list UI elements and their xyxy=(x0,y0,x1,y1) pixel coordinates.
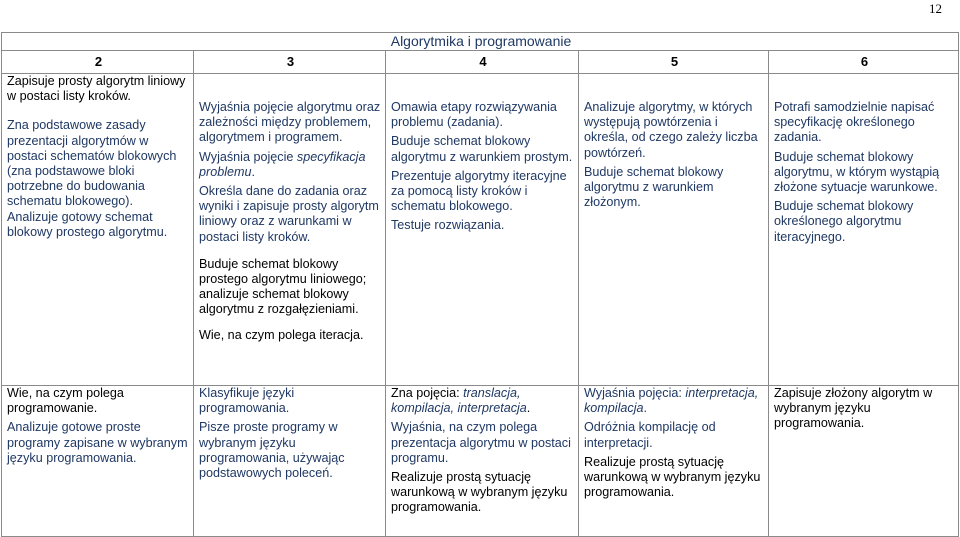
requirement: Zapisuje złożony algorytm w wybranym języku programowania. xyxy=(774,386,933,431)
grade-header-2: 2 xyxy=(2,51,194,74)
cell-grade-3-programming xyxy=(194,386,386,537)
requirement: Prezentuje algorytmy iteracyjne za pomocą listy kroków i schematu blokowego. xyxy=(391,168,567,214)
cell-grade-2-algorithms xyxy=(2,74,194,386)
requirement: Potrafi samodzielnie napisać specyfikację określonego zadania. xyxy=(774,100,935,145)
requirement: Zna podstawowe zasady prezentacji algorytmów w postaci schematów blokowych (zna podstawowe bloki potrzebne do budowania schematu blokowego). xyxy=(7,118,177,209)
requirement: Zapisuje prosty algorytm liniowy w postaci listy kroków. xyxy=(7,74,186,104)
requirement: Omawia etapy rozwiązywania problemu (zadania). xyxy=(391,100,557,130)
requirement: Analizuje gotowy schemat blokowy prostego algorytmu. xyxy=(7,209,168,239)
grade-header-5: 5 xyxy=(579,51,769,74)
requirement: Wie, na czym polega iteracja. xyxy=(199,327,364,342)
page-number: 12 xyxy=(929,1,942,16)
requirement: Analizuje gotowe proste programy zapisane w wybranym języku programowania. xyxy=(7,420,188,465)
requirement: Zna pojęcia: translacja, kompilacja, interpretacja. xyxy=(391,386,531,416)
cell-grade-4-programming xyxy=(386,386,579,537)
programming-row xyxy=(2,386,959,537)
grade-header-6: 6 xyxy=(769,51,959,74)
cell-grade-5-algorithms xyxy=(579,74,769,386)
requirement: Buduje schemat blokowy algorytmu z warunkiem prostym. xyxy=(391,134,573,164)
grade-header-row xyxy=(2,51,959,74)
requirement: Pisze proste programy w wybranym języku programowania, używając podstawowych poleceń. xyxy=(199,420,345,481)
requirements-table xyxy=(1,32,959,537)
requirement: Buduje schemat blokowy algorytmu z warunkiem złożonym. xyxy=(584,164,724,210)
cell-grade-3-algorithms xyxy=(194,74,386,386)
requirement: Odróżnia kompilację od interpretacji. xyxy=(584,420,716,450)
requirement: Wyjaśnia pojęcie algorytmu oraz zależności między problemem, algorytmem i programem. xyxy=(199,100,381,145)
grade-header-4: 4 xyxy=(386,51,579,74)
requirement: Klasyfikuje języki programowania. xyxy=(199,386,295,416)
requirement: Testuje rozwiązania. xyxy=(391,218,505,233)
requirement: Analizuje algorytmy, w których występują powtórzenia i określa, od czego zależy liczba powtórzeń. xyxy=(584,100,758,160)
section-title-row xyxy=(2,33,959,51)
requirement: Buduje schemat blokowy algorytmu, w którym wystąpią złożone sytuacje warunkowe. xyxy=(774,149,940,195)
requirement: Wyjaśnia pojęcia: interpretacja, kompilacja. xyxy=(584,386,759,416)
requirement: Buduje schemat blokowy określonego algorytmu iteracyjnego. xyxy=(774,199,914,244)
requirement: Określa dane do zadania oraz wyniki i zapisuje prosty algorytm liniowy oraz z warunkami w postaci listy kroków. xyxy=(199,184,379,244)
cell-grade-6-programming xyxy=(769,386,959,537)
section-title: Algorytmika i programowanie xyxy=(2,33,959,51)
cell-grade-5-programming xyxy=(579,386,769,537)
requirement: Realizuje prostą sytuację warunkową w wybranym języku programowania. xyxy=(584,454,761,500)
cell-grade-2-programming xyxy=(2,386,194,537)
cell-grade-4-algorithms xyxy=(386,74,579,386)
requirement: Wyjaśnia, na czym polega prezentacja algorytmu w postaci programu. xyxy=(391,420,571,465)
algorithms-row xyxy=(2,74,959,386)
requirement: Wie, na czym polega programowanie. xyxy=(7,386,124,416)
cell-grade-6-algorithms xyxy=(769,74,959,386)
requirement: Wyjaśnia pojęcie specyfikacja problemu. xyxy=(199,149,366,179)
requirement: Buduje schemat blokowy prostego algorytmu liniowego; analizuje schemat blokowy algorytmu z rozgałęzieniami. xyxy=(199,256,367,317)
requirement: Realizuje prostą sytuację warunkową w wybranym języku programowania. xyxy=(391,470,568,515)
grade-header-3: 3 xyxy=(194,51,386,74)
